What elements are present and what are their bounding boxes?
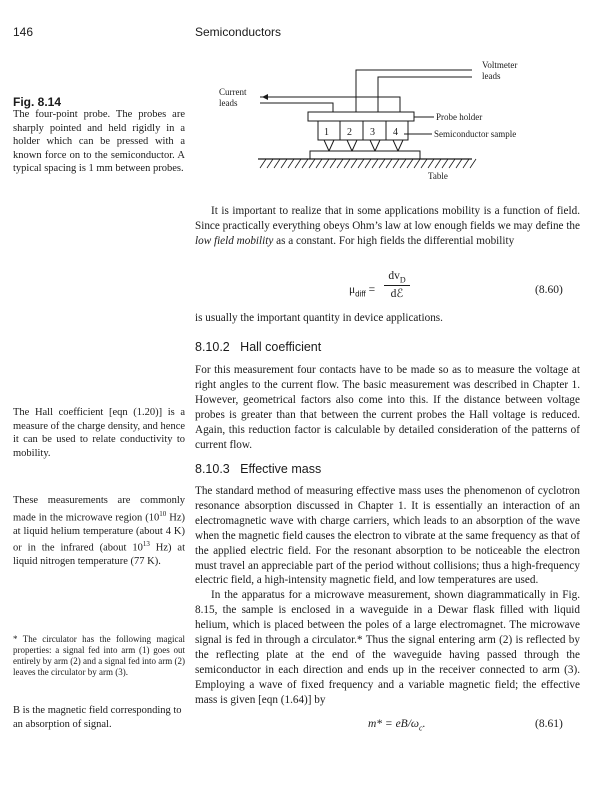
table-hatching [260,159,476,168]
hatch-line [421,159,427,168]
fraction-denominator: dℰ [390,288,404,301]
effective-mass-paragraph-2: In the apparatus for a microwave measurement, shown diagrammatically in Fig. 8.15, the sample is enclosed in a waveguide in a Dewar flask filled with liquid helium, which is placed between the poles of a large electromagnet. The microwave signal is fed in through a circulator.* Thus the signal entering arm (2) is reflected by the reflecting plate at the end of the waveguide having passed through the semiconductor in each direction and ends up in the receiver connected to arm (3). Employing a wave of fixed frequency and a variable magnetic field; the effective mass is given [eqn (1.64)] by [195,589,580,706]
sidenote-magnetic-field: B is the magnetic field corresponding to an absorption of signal. [13,705,182,730]
voltmeter-label-line2: leads [482,71,501,81]
hatch-line [344,159,350,168]
fraction-numerator-sub: D [399,275,406,285]
current-label-line1: Current [219,87,247,97]
hatch-line [337,159,343,168]
probe-holder [308,112,414,121]
running-title: Semiconductors [195,25,282,39]
paragraph-mobility [195,204,580,249]
semiconductor-sample [310,151,420,159]
hatch-line [295,159,301,168]
hatch-line [414,159,420,168]
hatch-line [267,159,273,168]
section-text-effective-mass [195,484,580,708]
voltmeter-label-line1: Voltmeter [482,60,518,70]
equation-8-61-number: (8.61) [535,718,563,730]
equation-8-60-number: (8.60) [535,284,563,296]
fraction-numerator: dv [388,270,400,282]
hatch-line [372,159,378,168]
paragraph-mobility-part1: It is important to realize that in some applications mobility is a function of field. Since practically everything obeys Ohm’s law at low enough fields we may define the [195,205,580,232]
equation-8-61-body: m* = eB/ω [368,718,420,730]
hatch-line [260,159,266,168]
probe-number-4: 4 [393,127,398,138]
mu-symbol: μ [349,284,356,296]
effective-mass-paragraph-1: The standard method of measuring effective mass uses the phenomenon of cyclotron resonance absorption discussed in Chapter 1. It is essentially an interaction of an electromagnetic wave with charge carriers, which leads to an absorption of the wave when the magnetic field causes the electron to vibrate at the same frequency as that of the applied electric field. For the resonant absorption to be noticeable the electron must travel an appreciable part of the period without collisions; thus a high-frequency electric field, a high-intensity magnetic field, and low temperatures are used. [195,485,580,587]
hatch-line [463,159,469,168]
hatch-line [386,159,392,168]
section-heading-effective-mass: 8.10.3 Effective mass [195,462,322,476]
hatch-line [302,159,308,168]
equation-8-61: $m* = eB/\omega_c$. [368,718,426,733]
figure-label: Fig. 8.14 [13,95,62,109]
mu-subscript: diff [355,289,366,299]
section-heading-hall: 8.10.2 Hall coefficient [195,340,322,354]
hatch-line [316,159,322,168]
hatch-line [323,159,329,168]
semiconductor-sample-label: Semiconductor sample [434,129,517,139]
hatch-line [330,159,336,168]
hatch-line [274,159,280,168]
probe-number-2: 2 [347,127,352,138]
hatch-line [379,159,385,168]
hatch-line [393,159,399,168]
equation-8-61-sub: c [419,723,423,733]
footnote-circulator: * The circulator has the following magical properties: a signal fed into arm (1) goes out entirely by arm (2) and a signal fed into arm (2) leaves the circulator by arm (3). [13,634,185,677]
hatch-line [365,159,371,168]
hatch-line [449,159,455,168]
current-label-line2: leads [219,98,238,108]
hatch-line [442,159,448,168]
hatch-line [407,159,413,168]
four-point-probe-diagram [200,55,530,190]
hatch-line [358,159,364,168]
hatch-line [435,159,441,168]
paragraph-mobility-part2: as a constant. For high fields the differential mobility [273,234,515,247]
hatch-line [351,159,357,168]
emphasis-low-field-mobility: low field mobility [195,234,274,247]
hatch-line [309,159,315,168]
hatch-line [470,159,476,168]
equation-8-60-lhs: $\mu_{diff}$ = [349,284,376,299]
sidenote-hall-coefficient: The Hall coefficient [eqn (1.20)] is a measure of the charge density, and hence it can be used to relate conductivity to mobility. [13,407,186,459]
table-label: Table [428,171,448,181]
hatch-line [400,159,406,168]
equation-8-60-fraction [384,270,410,300]
probe-number-1: 1 [324,127,329,138]
section-text-hall: For this measurement four contacts have to be made so as to measure the voltage at right angles to the current flow. The basic measurement was described in Chapter 1. However, geometrical factors also come into this. If the distance between voltage probes is greater than that between the current probes the Hall voltage is reduced. Again, this reduction factor is calculable by detailed consideration of the patterns of current flow. [195,364,580,451]
page-number: 146 [13,25,34,39]
hatch-line [456,159,462,168]
probe-number-3: 3 [370,127,375,138]
paragraph-device-applications: is usually the important quantity in device applications. [195,312,443,324]
probe-tips [324,140,403,151]
current-lead-arrow [262,94,268,100]
sidenote-microwave: These measurements are commonly made in the microwave region ($10^{10}$ Hz) at liquid helium temperature (about 4 K) or in the infrared (about $10^{13}$ Hz) at liquid nitrogen temperature (77 K). [13,495,185,568]
figure-caption: The four-point probe. The probes are sharply pointed and held rigidly in a holder which can be pressed with a known force on to the semiconductor. A typical spacing is 1 mm between probes. [13,109,185,175]
probe-holder-label: Probe holder [436,112,483,122]
hatch-line [281,159,287,168]
hatch-line [428,159,434,168]
hatch-line [288,159,294,168]
